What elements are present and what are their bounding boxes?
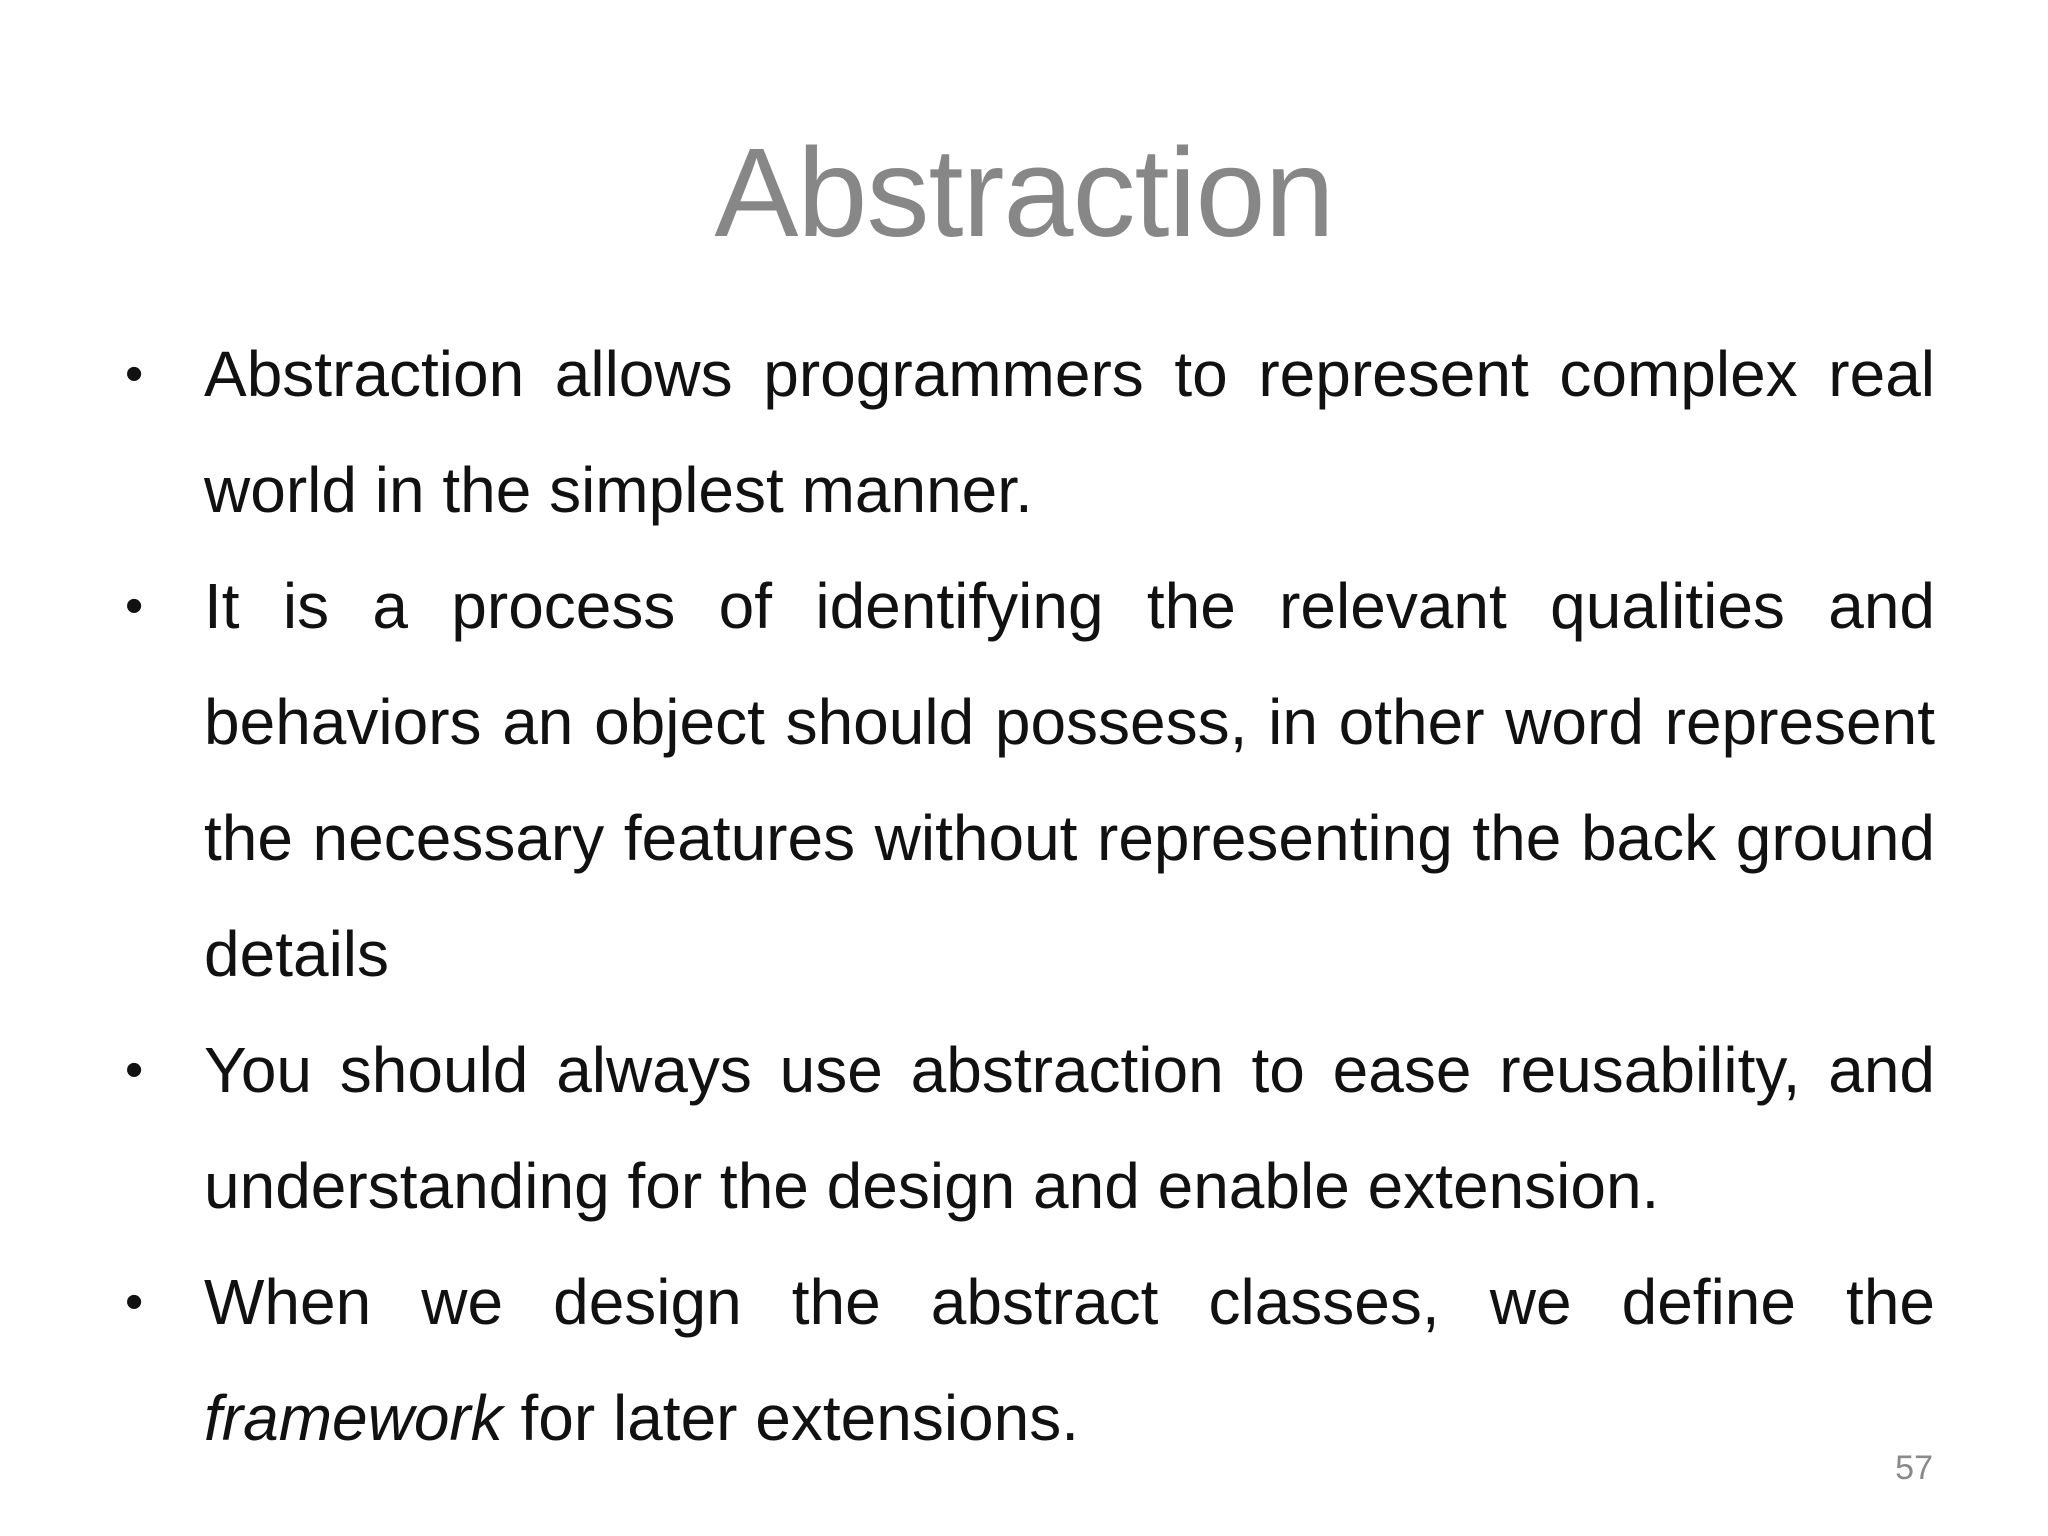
- emphasized-term: framework: [204, 1382, 503, 1454]
- bullet-text: You should always use abstraction to ease reusability, and understanding for the design and enable extension.: [204, 1034, 1935, 1222]
- bullet-item: [125, 1244, 1935, 1476]
- bullet-item: [125, 1012, 1935, 1244]
- bullet-list: [125, 316, 1935, 1476]
- slide-title: Abstraction: [714, 122, 1334, 263]
- bullet-text: It is a process of identifying the relevant qualities and behaviors an object should possess, in other word represent the necessary features without representing the back ground details: [204, 570, 1935, 990]
- page-number: 57: [1895, 1449, 1933, 1487]
- bullet-text-start: When we design the abstract classes, we define the: [204, 1266, 1935, 1338]
- bullet-item: [125, 316, 1935, 548]
- bullet-dot-icon: •: [125, 1273, 144, 1331]
- bullet-text-end: for later extensions.: [502, 1382, 1079, 1454]
- bullet-text: Abstraction allows programmers to represent complex real world in the simplest manner.: [204, 338, 1935, 526]
- bullet-text: [204, 1244, 1935, 1476]
- bullet-dot-icon: •: [125, 1041, 144, 1099]
- bullet-dot-icon: •: [125, 345, 144, 403]
- bullet-item: [125, 548, 1935, 1012]
- bullet-dot-icon: •: [125, 577, 144, 635]
